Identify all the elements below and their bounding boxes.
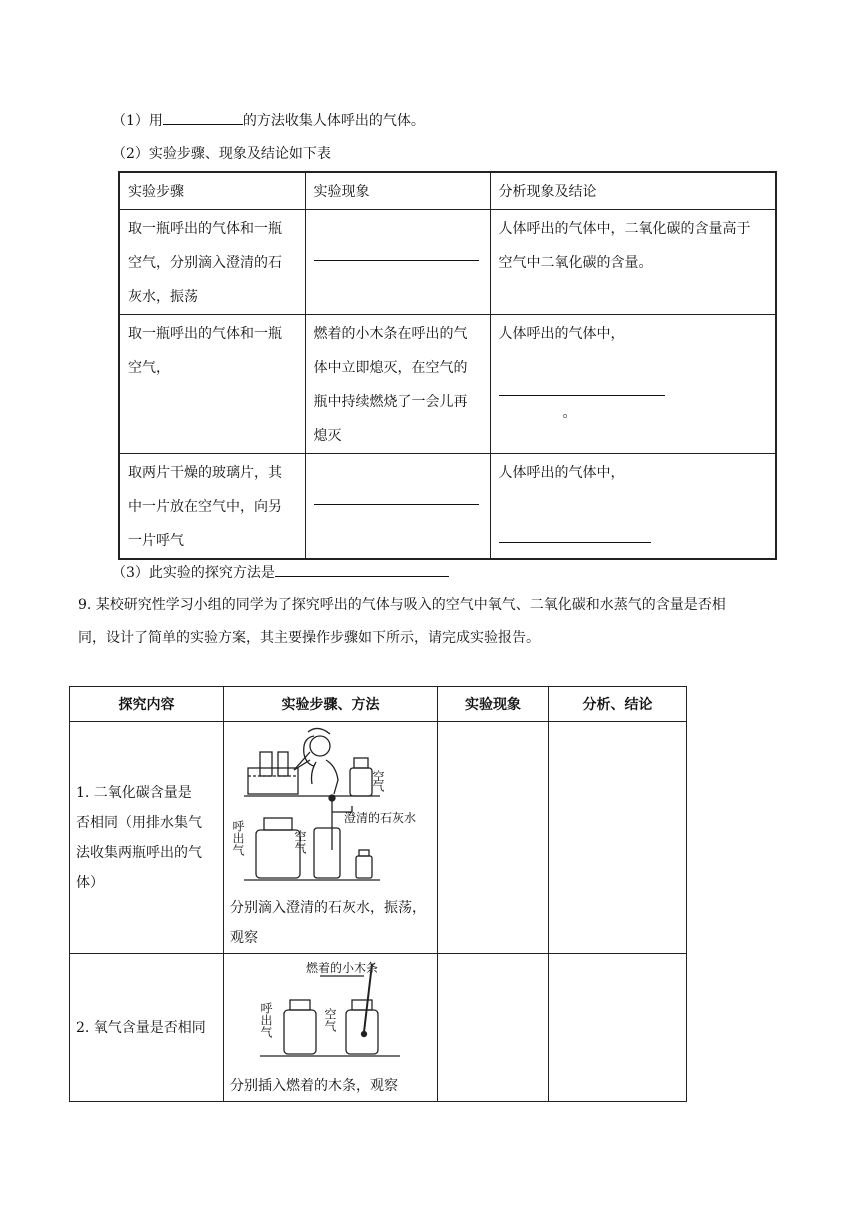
phenomenon-answer-cell[interactable] xyxy=(438,722,549,954)
cell-line: 燃着的小木条在呼出的气 xyxy=(313,326,468,342)
question-1-prefix: （1）用 xyxy=(112,113,163,129)
phenomenon-cell xyxy=(305,210,490,315)
person-blowing-icon xyxy=(294,728,338,794)
cell-line: 空气中二氧化碳的含量。 xyxy=(498,255,653,271)
co2-experiment-figure xyxy=(230,722,430,882)
air-label: 空气 xyxy=(323,1008,337,1032)
experiment-table-1 xyxy=(118,171,777,560)
cell-line: 取两片干燥的玻璃片，其 xyxy=(128,465,282,481)
answer-blank[interactable] xyxy=(314,260,479,261)
answer-blank-3[interactable] xyxy=(275,562,449,577)
exhaled-label: 呼出气 xyxy=(231,820,245,856)
content-cell xyxy=(70,722,224,954)
cell-line: 取一瓶呼出的气体和一瓶 xyxy=(128,326,282,342)
question-9-line-1: 9. 某校研究性学习小组的同学为了探究呼出的气体与吸入的空气中氧气、二氧化碳和水蒸气的含量是否相 xyxy=(78,597,726,613)
cell-line: 人体呼出的气体中，二氧化碳的含量高于 xyxy=(498,221,751,237)
table-row xyxy=(119,210,776,315)
cell-line: 空气，分别滴入澄清的石 xyxy=(128,255,282,271)
table-header-cell: 实验步骤 xyxy=(119,172,305,210)
content-cell: 2. 氧气含量是否相同 xyxy=(70,954,224,1102)
phenomenon-cell xyxy=(305,454,490,560)
phenomenon-cell xyxy=(305,315,490,454)
question-1-suffix: 的方法收集人体呼出的气体。 xyxy=(242,113,425,129)
caption-line: 分别插入燃着的木条，观察 xyxy=(230,1078,398,1094)
question-3 xyxy=(112,562,449,583)
answer-blank[interactable] xyxy=(314,504,479,505)
table-row xyxy=(119,454,776,560)
cell-line: 熄灭 xyxy=(313,428,342,444)
cell-line: 1. 二氧化碳含量是 xyxy=(76,784,192,801)
conclusion-answer-cell[interactable] xyxy=(549,954,687,1102)
table-row xyxy=(70,954,687,1102)
conclusion-tail: 。 xyxy=(562,405,577,421)
burning-stick-label: 燃着的小木条 xyxy=(306,961,379,975)
cell-line: 否相同（用排水集气 xyxy=(76,814,202,831)
question-3-text: （3）此实验的探究方法是 xyxy=(112,565,275,581)
cell-line: 瓶中持续燃烧了一会儿再 xyxy=(313,394,468,410)
cell-line: 法收集两瓶呼出的气 xyxy=(76,844,202,861)
air-label: 空气 xyxy=(293,830,307,854)
cell-line: 人体呼出的气体中， xyxy=(498,465,625,481)
air-label-top: 空气 xyxy=(371,770,385,790)
question-1 xyxy=(112,110,425,131)
cell-line: 人体呼出的气体中， xyxy=(498,326,625,342)
conclusion-cell xyxy=(490,210,776,315)
table-header-cell: 探究内容 xyxy=(70,687,224,722)
experiment-report-table xyxy=(69,686,687,1102)
table-header-cell: 实验步骤、方法 xyxy=(224,687,438,722)
method-cell xyxy=(224,954,438,1102)
conclusion-answer-cell[interactable] xyxy=(549,722,687,954)
step-cell xyxy=(119,315,305,454)
air-bottle-icon xyxy=(350,758,372,796)
cell-line: 体） xyxy=(76,874,104,891)
caption-line: 分别滴入澄清的石灰水，振荡， xyxy=(230,900,426,916)
table-header-row xyxy=(119,172,776,210)
cell-line: 灰水，振荡 xyxy=(128,289,198,305)
conclusion-cell xyxy=(490,454,776,560)
table-header-cell: 分析现象及结论 xyxy=(490,172,776,210)
cell-line: 体中立即熄灭，在空气的 xyxy=(313,360,468,376)
table-row xyxy=(119,315,776,454)
cell-line: 中一片放在空气中，向另 xyxy=(128,499,282,515)
limewater-label: 澄清的石灰水 xyxy=(344,811,417,825)
phenomenon-answer-cell[interactable] xyxy=(438,954,549,1102)
table-header-cell: 分析、结论 xyxy=(549,687,687,722)
answer-blank-1[interactable] xyxy=(163,110,243,125)
o2-experiment-figure xyxy=(230,954,430,1060)
step-cell xyxy=(119,210,305,315)
table-header-row xyxy=(70,687,687,722)
water-trough-icon xyxy=(248,752,310,794)
question-9-line-2: 同，设计了简单的实验方案，其主要操作步骤如下所示，请完成实验报告。 xyxy=(78,630,540,646)
dropper-bottle-icon xyxy=(314,795,352,878)
question-2: （2）实验步骤、现象及结论如下表 xyxy=(112,146,331,162)
step-cell xyxy=(119,454,305,560)
table-header-cell: 实验现象 xyxy=(438,687,549,722)
caption-line: 观察 xyxy=(230,930,258,946)
exhaled-label: 呼出气 xyxy=(259,1002,273,1038)
cell-line: 空气， xyxy=(128,360,170,376)
cell-line: 取一瓶呼出的气体和一瓶 xyxy=(128,221,282,237)
table-row xyxy=(70,722,687,954)
answer-blank[interactable] xyxy=(499,542,651,543)
cell-line: 一片呼气 xyxy=(128,533,184,549)
conclusion-cell xyxy=(490,315,776,454)
method-cell xyxy=(224,722,438,954)
exhaled-bottle-icon xyxy=(284,1000,316,1054)
limewater-bottle-icon xyxy=(356,850,372,878)
table-header-cell: 实验现象 xyxy=(305,172,490,210)
